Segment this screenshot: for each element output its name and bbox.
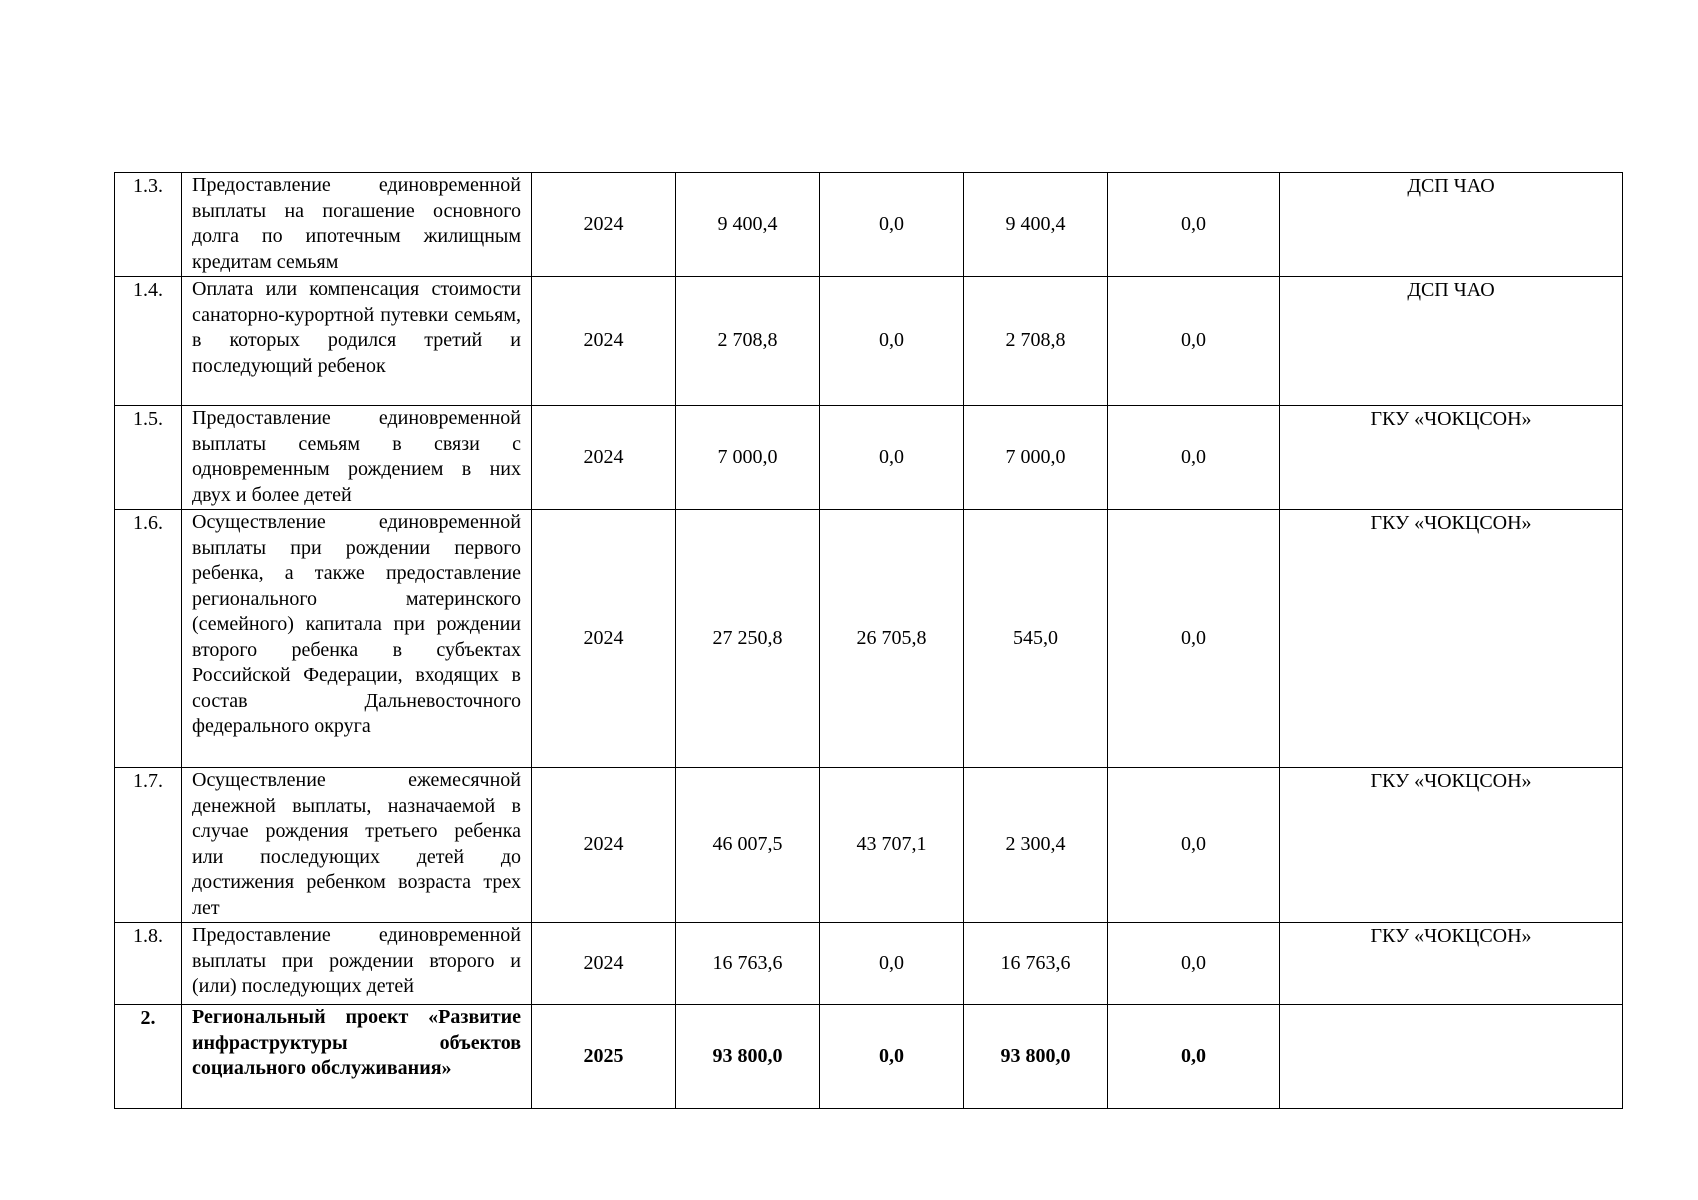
federal-budget-cell: 0,0	[820, 406, 964, 510]
federal-budget-cell: 43 707,1	[820, 768, 964, 923]
executor-cell: ДСП ЧАО	[1280, 277, 1623, 406]
executor-cell	[1280, 1005, 1623, 1109]
other-sources-cell: 0,0	[1108, 768, 1280, 923]
year-cell: 2024	[532, 768, 676, 923]
federal-budget-cell: 0,0	[820, 923, 964, 1005]
regional-budget-cell: 7 000,0	[964, 406, 1108, 510]
table-row	[115, 768, 1623, 923]
year-cell: 2024	[532, 923, 676, 1005]
total-amount-cell: 2 708,8	[676, 277, 820, 406]
federal-budget-cell: 0,0	[820, 1005, 964, 1109]
table-row-section-total	[115, 1005, 1623, 1109]
table-row	[115, 510, 1623, 768]
executor-cell: ГКУ «ЧОКЦСОН»	[1280, 406, 1623, 510]
activity-name: Осуществление ежемесячной денежной выплаты, назначаемой в случае рождения третьего ребенка или последующих детей до достижения ребенком возраста трех лет	[182, 768, 532, 923]
row-number: 1.7.	[115, 768, 182, 923]
activity-name: Оплата или компенсация стоимости санаторно-курортной путевки семьям, в которых родился третий и последующий ребенок	[182, 277, 532, 406]
other-sources-cell: 0,0	[1108, 510, 1280, 768]
other-sources-cell: 0,0	[1108, 406, 1280, 510]
row-number: 1.5.	[115, 406, 182, 510]
other-sources-cell: 0,0	[1108, 923, 1280, 1005]
table-row	[115, 406, 1623, 510]
row-number: 1.8.	[115, 923, 182, 1005]
total-amount-cell: 46 007,5	[676, 768, 820, 923]
regional-budget-cell: 2 300,4	[964, 768, 1108, 923]
executor-cell: ГКУ «ЧОКЦСОН»	[1280, 923, 1623, 1005]
year-cell: 2024	[532, 173, 676, 277]
row-number: 1.4.	[115, 277, 182, 406]
executor-cell: ДСП ЧАО	[1280, 173, 1623, 277]
year-cell: 2024	[532, 510, 676, 768]
regional-budget-cell: 2 708,8	[964, 277, 1108, 406]
other-sources-cell: 0,0	[1108, 173, 1280, 277]
year-cell: 2025	[532, 1005, 676, 1109]
activity-name: Предоставление единовременной выплаты при рождении второго и (или) последующих детей	[182, 923, 532, 1005]
table-row	[115, 923, 1623, 1005]
total-amount-cell: 9 400,4	[676, 173, 820, 277]
total-amount-cell: 93 800,0	[676, 1005, 820, 1109]
row-number: 1.3.	[115, 173, 182, 277]
total-amount-cell: 16 763,6	[676, 923, 820, 1005]
regional-budget-cell: 93 800,0	[964, 1005, 1108, 1109]
total-amount-cell: 27 250,8	[676, 510, 820, 768]
activity-name: Осуществление единовременной выплаты при рождении первого ребенка, а также предоставление регионального материнского (семейного) капитала при рождении второго ребенка в субъектах Российской Федерации, входящих в состав Дальневосточного федерального округа	[182, 510, 532, 768]
year-cell: 2024	[532, 406, 676, 510]
table-row	[115, 173, 1623, 277]
federal-budget-cell: 0,0	[820, 173, 964, 277]
executor-cell: ГКУ «ЧОКЦСОН»	[1280, 768, 1623, 923]
other-sources-cell: 0,0	[1108, 277, 1280, 406]
table-row	[115, 277, 1623, 406]
program-activities-table	[114, 172, 1623, 1109]
federal-budget-cell: 26 705,8	[820, 510, 964, 768]
executor-cell: ГКУ «ЧОКЦСОН»	[1280, 510, 1623, 768]
row-number: 1.6.	[115, 510, 182, 768]
total-amount-cell: 7 000,0	[676, 406, 820, 510]
activity-name: Предоставление единовременной выплаты на погашение основного долга по ипотечным жилищным кредитам семьям	[182, 173, 532, 277]
regional-budget-cell: 16 763,6	[964, 923, 1108, 1005]
regional-budget-cell: 9 400,4	[964, 173, 1108, 277]
activity-name: Предоставление единовременной выплаты семьям в связи с одновременным рождением в них двух и более детей	[182, 406, 532, 510]
row-number: 2.	[115, 1005, 182, 1109]
other-sources-cell: 0,0	[1108, 1005, 1280, 1109]
year-cell: 2024	[532, 277, 676, 406]
federal-budget-cell: 0,0	[820, 277, 964, 406]
regional-budget-cell: 545,0	[964, 510, 1108, 768]
activity-name: Региональный проект «Развитие инфраструктуры объектов социального обслуживания»	[182, 1005, 532, 1109]
